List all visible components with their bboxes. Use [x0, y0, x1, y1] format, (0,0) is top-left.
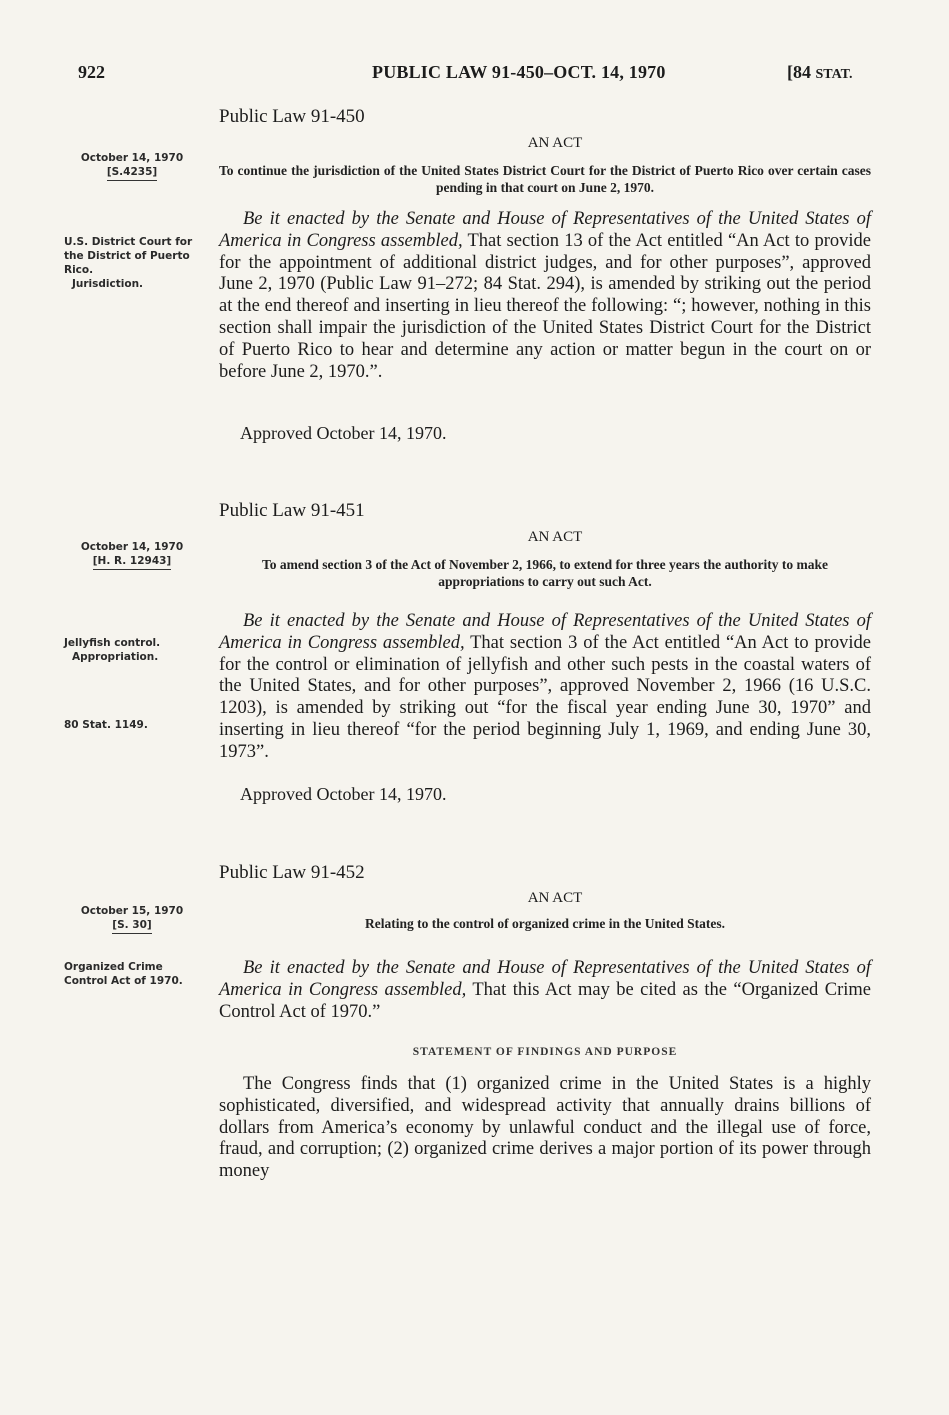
margin-citation: 80 Stat. 1149.: [64, 719, 148, 731]
an-act-heading: AN ACT: [527, 529, 583, 545]
margin-topic-heading: Jellyfish control.: [64, 637, 161, 649]
findings-paragraph: The Congress finds that (1) organized crime in the United States is a highly sophisticated, diversified, and widespread activity that annually drains billions of dollars from America’s economy by unlawful conduct and the illegal use of force, fraud, and corruption; (2) organized crime derives a major portion of its power through money: [219, 1074, 871, 1182]
margin-bill-number: [S.4235]: [107, 165, 157, 181]
margin-bill-number: [S. 30]: [112, 918, 151, 934]
margin-topic-sub: Jurisdiction.: [72, 278, 144, 290]
page-number: 922: [78, 62, 105, 82]
volume-unit: STAT.: [815, 67, 853, 82]
an-act-heading: AN ACT: [527, 890, 583, 906]
margin-topic: Organized Crime Control Act of 1970.: [64, 961, 183, 987]
margin-topic: [64, 235, 209, 291]
margin-date-text: October 15, 1970: [80, 905, 184, 917]
margin-topic: [64, 636, 209, 664]
margin-date-text: October 14, 1970: [80, 152, 184, 164]
enacting-clause: Be it enacted by the Senate and House of Representatives of the United States of America in Congress assembled,: [219, 209, 871, 251]
approval-line: Approved October 14, 1970.: [240, 784, 447, 804]
margin-bill-number: [H. R. 12943]: [93, 554, 171, 570]
margin-topic-heading: U.S. District Court for the District of Puerto Rico.: [64, 236, 193, 276]
law-purpose: To continue the jurisdiction of the United States District Court for the District of Puerto Rico over certain cases pending in that court on June 2, 1970.: [219, 163, 871, 195]
volume-reference: [787, 62, 852, 83]
approval-line: Approved October 14, 1970.: [240, 423, 447, 443]
law-body-text: That section 3 of the Act entitled “An Act to provide for the control or elimination of jellyfish and other such pests in the coastal waters of the United States, and for other purposes”, approved November 2, 1966 (16 U.S.C. 1203), is amended by striking out “for the fiscal year ending June 30, 1970” and inserting in lieu thereof “for the period beginning July 1, 1969, and ending June 30, 1973”.: [219, 632, 871, 762]
law-body: [219, 611, 871, 764]
an-act-heading: AN ACT: [527, 135, 583, 151]
law-title: Public Law 91-450: [219, 106, 365, 127]
enacting-clause: Be it enacted by the Senate and House of Representatives of the United States of America in Congress assembled,: [219, 611, 871, 653]
law-title: Public Law 91-452: [219, 862, 365, 883]
law-purpose: To amend section 3 of the Act of November 2, 1966, to extend for three years the authority to make appropriations to carry out such Act.: [261, 557, 829, 589]
law-body: [219, 209, 871, 383]
law-body-text: That section 13 of the Act entitled “An Act to provide for the appointment of additional district judges, and for other purposes”, approved June 2, 1970 (Public Law 91–272; 84 Stat. 294), is amended by striking out the period at the end thereof and inserting in lieu thereof the following: “; however, nothing in this section shall impair the jurisdiction of the United States District Court for the District of Puerto Rico to hear and determine any action or matter begun in the court on or before June 2, 1970.”.: [219, 230, 871, 382]
enacting-clause: Be it enacted by the Senate and House of Representatives of the United States of America in Congress assembled,: [219, 958, 871, 1000]
margin-date: [57, 540, 207, 570]
section-heading: STATEMENT OF FINDINGS AND PURPOSE: [412, 1046, 678, 1058]
margin-date-text: October 14, 1970: [80, 541, 184, 553]
law-purpose: Relating to the control of organized crime in the United States.: [364, 916, 726, 931]
law-body-text: That this Act may be cited as the “Organized Crime Control Act of 1970.”: [219, 979, 871, 1022]
margin-date: [57, 904, 207, 934]
law-body: [219, 958, 871, 1023]
margin-date: [57, 151, 207, 181]
running-title: PUBLIC LAW 91-450–OCT. 14, 1970: [372, 62, 666, 82]
law-title: Public Law 91-451: [219, 500, 365, 521]
volume-bracket: [84: [787, 62, 816, 82]
margin-topic-sub: Appropriation.: [72, 651, 159, 663]
